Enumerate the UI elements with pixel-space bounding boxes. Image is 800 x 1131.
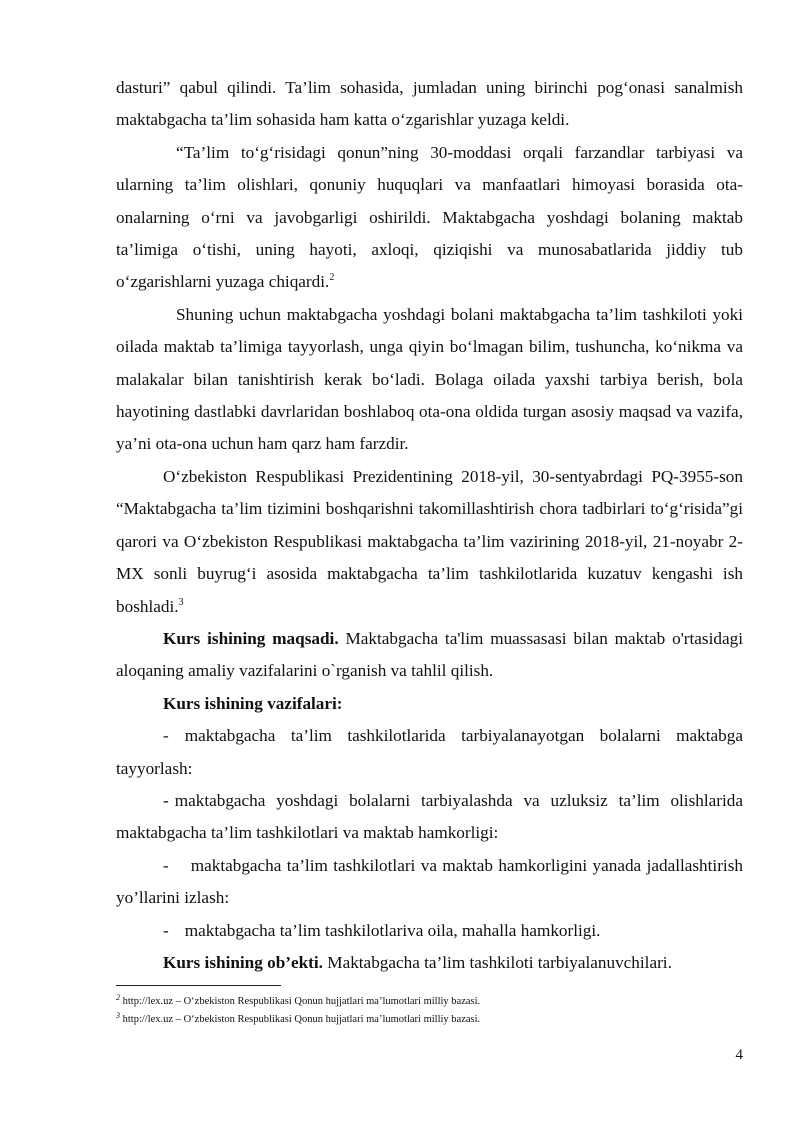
footnotes: [116, 993, 743, 1029]
tasks-heading: Kurs ishining vazifalari:: [163, 693, 343, 713]
goal-text: Maktabgacha ta'lim muassasasi bilan maktab o'rtasidagi aloqaning amaliy vazifalarini o`rganish va tahlil qilish.: [116, 628, 743, 681]
footnote-ref-2: 2: [329, 272, 335, 284]
paragraph-law-article: “Ta’lim to‘g‘risidagi qonun”ning 30-moddasi orqali farzandlar tarbiyasi va ularning ta’lim olishlari, qonuniy huquqlari va manfaatlari himoyasi borasida ota-onalarning o‘rni va javobgarligi oshirildi. Maktabgacha yoshdagi bolaning maktab ta’limiga o‘tishi, uning hayoti, axloqi, qiziqishi va munosabatlarida jiddiy tub o‘zgarishlarni yuzaga chiqardi.$^2$: [116, 142, 743, 292]
paragraph-intro: dasturi” qabul qilindi. Ta’lim sohasida, jumladan uning birinchi pog‘onasi sanalmish maktabgacha ta’lim sohasida ham katta o‘zgarishlar yuzaga keldi.: [116, 78, 743, 130]
document-body: [116, 72, 743, 979]
task-item: - maktabgacha ta’lim tashkilotlarida tarbiyalanayotgan bolalarni maktabga tayyorlash:: [116, 726, 743, 778]
footnote-divider: [116, 985, 281, 986]
task-item: - maktabgacha ta’lim tashkilotlari va maktab hamkorligini yanada jadallashtirish yo’llarini izlash:: [116, 855, 743, 908]
paragraph-decree: O‘zbekiston Respublikasi Prezidentining 2018-yil, 30-sentyabrdagi PQ-3955-son “Maktabgacha ta’lim tizimini boshqarishni takomillashtirish chora tadbirlari to‘g‘risida”gi qarori va O‘zbekiston Respublikasi maktabgacha ta’lim vazirining 2018-yil, 21-noyabr 2-MX sonli buyrug‘i asosida maktabgacha ta’lim tashkilotlarida kuzatuv kengashi ish boshladi.$^3$: [116, 466, 743, 616]
page-number: 4: [735, 1047, 743, 1063]
paragraph-preparation: Shuning uchun maktabgacha yoshdagi bolani maktabgacha ta’lim tashkiloti yoki oilada maktab ta’limiga tayyorlash, unga qiyin bo‘lmagan bilim, tushuncha, ko‘nikma va malakalar bilan tanishtirish kerak bo‘ladi. Bolaga oilada yaxshi tarbiya berish, bola hayotining dastlabki davrlaridan boshlaboq ota-ona oldida turgan asosiy maqsad va vazifa, ya’ni ota-ona uchun ham qarz ham farzdir.: [116, 304, 743, 454]
object-label: Kurs ishining ob’ekti.: [163, 952, 323, 972]
footnote-3: $^3$ http://lex.uz – O‘zbekiston Respublikasi Qonun hujjatlari ma’lumotlari milliy bazasi.: [116, 1011, 481, 1025]
task-item: - maktabgacha yoshdagi bolalarni tarbiyalashda va uzluksiz ta’lim olishlarida maktabgacha ta’lim tashkilotlari va maktab hamkorligi:: [116, 790, 743, 843]
footnote-2: $^2$ http://lex.uz – O‘zbekiston Respublikasi Qonun hujjatlari ma’lumotlari milliy bazasi.: [116, 993, 481, 1007]
object-text: Maktabgacha ta’lim tashkiloti tarbiyalanuvchilari.: [322, 952, 672, 972]
task-item: - maktabgacha ta’lim tashkilotlariva oila, mahalla hamkorligi.: [163, 920, 601, 940]
paragraph-goal: [116, 623, 743, 688]
footnote-ref-3: 3: [178, 596, 184, 608]
goal-label: Kurs ishining maqsadi.: [163, 628, 339, 648]
paragraph-object: [116, 947, 743, 979]
